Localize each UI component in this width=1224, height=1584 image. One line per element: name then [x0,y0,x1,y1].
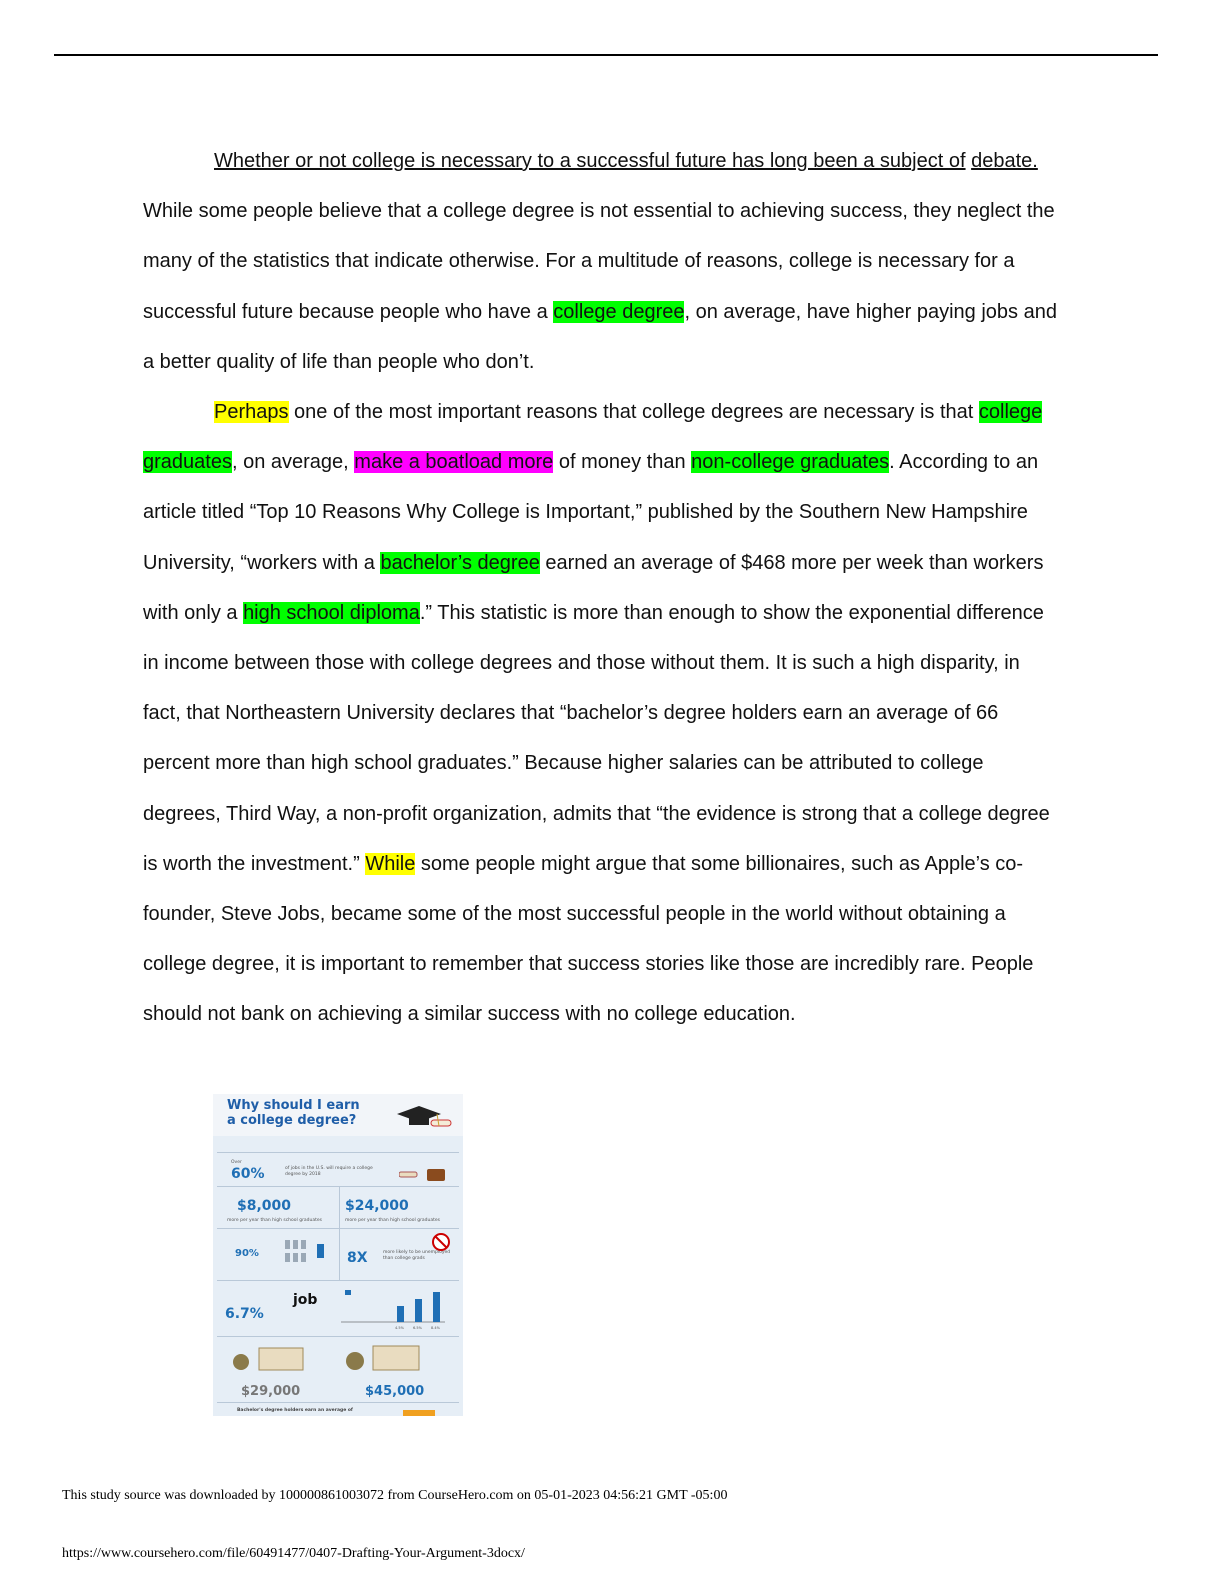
graduation-cap-icon [393,1102,455,1136]
divider [339,1186,340,1280]
p2-text-3: of money than [553,451,692,474]
stat-8000: $8,000 [237,1198,292,1214]
paragraph-1 [143,136,1063,387]
p1-text-2: , on average, have higher paying jobs and a better quality of life than people who don’t. [143,300,1057,373]
highlight-college-graduates: college graduates [143,401,1043,474]
highlight-high-school: high school diploma [243,601,420,624]
money-certificate-icon [231,1346,311,1372]
infographic-title-line1: Why should I earn [227,1098,360,1113]
header-rule [54,54,1158,56]
over-label: Over [231,1160,242,1165]
stat-45000: $45,000 [365,1384,425,1399]
divider [217,1336,459,1337]
stat-24000: $24,000 [345,1198,409,1214]
source-url[interactable]: https://www.coursehero.com/file/60491477/0407-Drafting-Your-Argument-3docx/ [62,1546,525,1561]
diploma-briefcase-icon [399,1166,449,1182]
stat-8x-text: more likely to be unemployed than college grads [383,1250,451,1261]
money-certificate-icon [343,1344,423,1372]
stat-24000-text: more per year than high school graduates [345,1218,441,1223]
no-job-icon [429,1232,453,1252]
infographic [213,1094,463,1416]
job-label: job [293,1292,318,1308]
bottom-badge [403,1410,435,1416]
infographic-title [227,1098,377,1128]
paragraph-2 [143,387,1063,1040]
divider [217,1402,459,1403]
source-footer: This study source was downloaded by 100000861003072 from CourseHero.com on 05-01-2023 04:56:21 GMT -05:00 [62,1488,728,1503]
p2-text-4: . According to an article titled “Top 10 Reasons Why College is Important,” published by the Southern New Hampshire University, “workers with a [143,451,1039,574]
job-magnifier-icon [293,1292,317,1308]
p2-text-5: earned an average of $468 more per week than workers with only a [143,551,1044,624]
chart-bar-3 [433,1292,440,1322]
stat-60-percent: 60% [231,1166,265,1182]
p2-text-2: , on average, [231,451,355,474]
p1-text-1: While some people believe that a college degree is not essential to achieving success, they neglect the many of the statistics that indicate otherwise. For a multitude of reasons, college is necessary for a successful future because people who have a [143,200,1055,323]
stat-8x: 8X [347,1250,368,1266]
stat-6-7-percent: 6.7% [225,1306,264,1322]
highlight-while: While [365,852,416,875]
highlight-boatload: make a boatload more [354,451,554,474]
chart-label-3: 8.4% [431,1326,440,1330]
stat-90-percent: 90% [235,1248,259,1259]
highlight-perhaps: Perhaps [214,401,289,424]
chart-label-2: 6.5% [413,1326,422,1330]
highlight-non-college: non-college graduates [691,451,890,474]
infographic-title-line2: a college degree? [227,1113,357,1128]
chart-bar-2 [415,1299,422,1322]
thesis-underlined-b: debate. [971,150,1038,172]
stat-29000: $29,000 [241,1384,301,1399]
infographic-intro [227,1138,452,1143]
infographic-header [213,1094,463,1136]
divider [217,1152,459,1153]
highlight-college-degree: college degree [553,300,685,323]
chart-bar-1 [397,1306,404,1322]
p2-text-1: one of the most important reasons that college degrees are necessary is that [288,401,979,424]
essay-body [143,136,1063,1040]
divider [217,1280,459,1281]
bottom-text: Bachelor's degree holders earn an average of [237,1408,353,1413]
people-icon [283,1238,333,1268]
stat-60-text: of jobs in the U.S. will require a college degree by 2018 [285,1166,373,1177]
p2-text-7: some people might argue that some billionaires, such as Apple’s co-founder, Steve Jobs, became some of the most successful people in the world without obtaining a college degree, it is important to remember that success stories like those are incredibly rare. People should not bank on achieving a similar success with no college education. [143,852,1034,1026]
chart-label-1: 4.5% [395,1326,404,1330]
p2-text-6: .” This statistic is more than enough to show the exponential difference in income between those with college degrees and those without them. It is such a high disparity, in fact, that Northeastern University declares that “bachelor’s degree holders earn an average of 66 percent more than high school graduates.” Because higher salaries can be attributed to college degrees, Third Way, a non-profit organization, admits that “the evidence is strong that a college degree is worth the investment.” [143,601,1050,875]
stat-8000-text: more per year than high school graduates [227,1218,323,1223]
thesis-underlined-a: Whether or not college is necessary to a successful future has long been a subject of [214,150,966,172]
highlight-bachelors: bachelor’s degree [380,551,540,574]
divider [217,1228,459,1229]
divider [217,1186,459,1187]
